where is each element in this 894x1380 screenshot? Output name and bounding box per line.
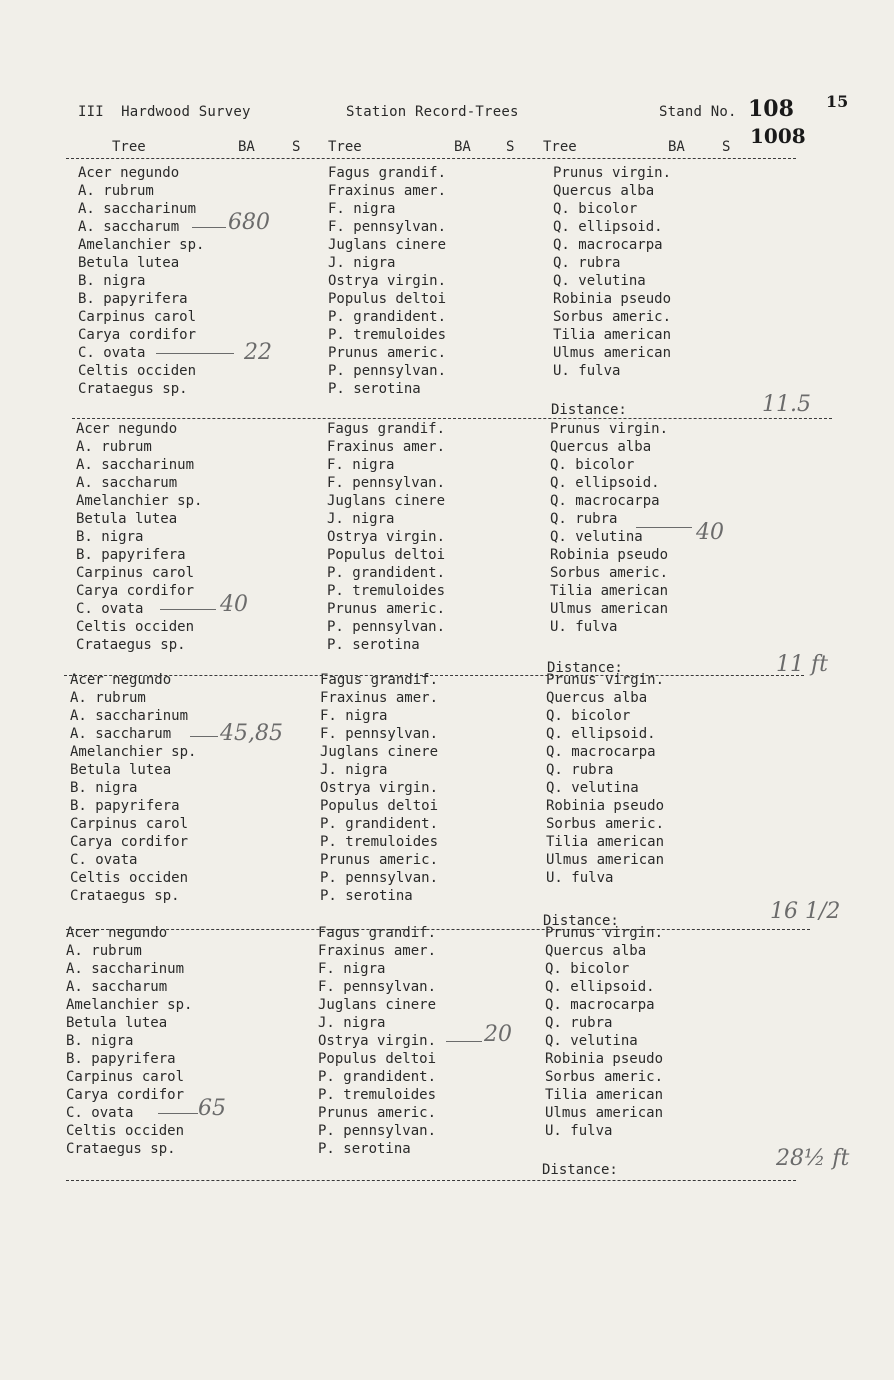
handwritten-ba-value: 40	[696, 520, 724, 545]
species-item: Amelanchier sp.	[78, 237, 205, 253]
species-item: U. fulva	[553, 363, 621, 379]
species-item: Q. velutina	[550, 529, 643, 545]
species-item: A. saccharinum	[76, 457, 195, 473]
species-item: Ulmus american	[546, 852, 665, 868]
species-item: F. pennsylvan.	[320, 726, 439, 742]
species-item: Amelanchier sp.	[70, 744, 197, 760]
species-item: Robinia pseudo	[546, 798, 665, 814]
col1-header-tree: Tree	[112, 139, 146, 155]
species-item: A. rubrum	[78, 183, 154, 199]
species-item: Carpinus carol	[78, 309, 197, 325]
annotation-tick	[158, 1113, 198, 1114]
handwritten-ba-value: 22	[244, 340, 272, 365]
species-item: Fraxinus amer.	[320, 690, 439, 706]
species-item: Acer negundo	[66, 925, 168, 941]
species-column-2	[327, 420, 445, 654]
handwritten-ba-value: 40	[220, 592, 248, 617]
species-item: Ulmus american	[550, 601, 669, 617]
species-item: B. nigra	[76, 529, 144, 545]
species-item: F. pennsylvan.	[318, 979, 437, 995]
species-item: A. saccharinum	[70, 708, 189, 724]
species-item: A. rubrum	[66, 943, 142, 959]
species-item: Fagus grandif.	[318, 925, 437, 941]
species-item: B. papyrifera	[66, 1051, 176, 1067]
species-item: P. grandident.	[320, 816, 439, 832]
species-item: P. serotina	[318, 1141, 411, 1157]
annotation-tick	[156, 353, 234, 354]
species-item: A. rubrum	[70, 690, 146, 706]
species-item: Fagus grandif.	[320, 672, 439, 688]
species-column-3	[553, 164, 671, 380]
species-item: Acer negundo	[70, 672, 172, 688]
species-item: F. nigra	[328, 201, 396, 217]
species-item: Tilia american	[550, 583, 669, 599]
species-item: Celtis occiden	[66, 1123, 185, 1139]
annotation-tick	[160, 609, 216, 610]
header-rule	[66, 158, 796, 159]
species-item: C. ovata	[76, 601, 144, 617]
species-item: B. papyrifera	[78, 291, 188, 307]
species-item: Populus deltoi	[328, 291, 447, 307]
col3-header-ba: BA	[668, 139, 685, 155]
species-item: B. nigra	[70, 780, 138, 796]
species-item: P. tremuloides	[318, 1087, 437, 1103]
stand-label: Stand No.	[659, 104, 737, 120]
species-item: P. serotina	[327, 637, 420, 653]
species-item: P. pennsylvan.	[318, 1123, 437, 1139]
handwritten-distance: 16 1/2	[770, 899, 841, 924]
species-item: Amelanchier sp.	[66, 997, 193, 1013]
species-item: Juglans cinere	[328, 237, 447, 253]
species-item: Betula lutea	[66, 1015, 168, 1031]
species-item: A. saccharinum	[78, 201, 197, 217]
species-item: Crataegus sp.	[78, 381, 188, 397]
species-item: F. pennsylvan.	[328, 219, 447, 235]
species-item: A. saccharum	[76, 475, 178, 491]
species-item: Tilia american	[545, 1087, 664, 1103]
species-item: Amelanchier sp.	[76, 493, 203, 509]
species-item: F. nigra	[318, 961, 386, 977]
species-item: Q. rubra	[546, 762, 614, 778]
species-item: Fraxinus amer.	[328, 183, 447, 199]
species-item: Q. bicolor	[546, 708, 631, 724]
species-item: Q. macrocarpa	[550, 493, 660, 509]
species-item: Juglans cinere	[327, 493, 446, 509]
species-item: P. tremuloides	[328, 327, 447, 343]
species-item: Robinia pseudo	[550, 547, 669, 563]
species-column-1	[76, 420, 202, 654]
species-item: Sorbus americ.	[550, 565, 669, 581]
species-item: B. nigra	[66, 1033, 134, 1049]
species-item: Carpinus carol	[70, 816, 189, 832]
species-item: Tilia american	[546, 834, 665, 850]
species-item: F. nigra	[327, 457, 395, 473]
distance-label: Distance:	[543, 913, 619, 929]
species-item: Prunus americ.	[328, 345, 447, 361]
species-item: Crataegus sp.	[70, 888, 180, 904]
species-item: Carya cordifor	[76, 583, 195, 599]
species-item: Acer negundo	[76, 421, 178, 437]
species-item: U. fulva	[550, 619, 618, 635]
species-item: Q. ellipsoid.	[546, 726, 656, 742]
annotation-tick	[192, 227, 226, 228]
species-item: Prunus virgin.	[553, 165, 672, 181]
species-item: Populus deltoi	[320, 798, 439, 814]
species-item: J. nigra	[318, 1015, 386, 1031]
species-item: Prunus virgin.	[546, 672, 665, 688]
col2-header-s: S	[506, 139, 515, 155]
species-item: Betula lutea	[70, 762, 172, 778]
species-item: Prunus americ.	[318, 1105, 437, 1121]
species-item: Carpinus carol	[76, 565, 195, 581]
species-item: Ulmus american	[553, 345, 672, 361]
species-item: Prunus virgin.	[545, 925, 664, 941]
species-item: J. nigra	[320, 762, 388, 778]
species-column-1	[66, 924, 192, 1158]
species-item: Fagus grandif.	[328, 165, 447, 181]
handwritten-ba-value: 65	[198, 1096, 226, 1121]
species-item: Fagus grandif.	[327, 421, 446, 437]
species-item: Populus deltoi	[318, 1051, 437, 1067]
species-item: Ostrya virgin.	[327, 529, 446, 545]
species-item: Ostrya virgin.	[320, 780, 439, 796]
species-item: C. ovata	[66, 1105, 134, 1121]
species-item: P. pennsylvan.	[328, 363, 447, 379]
handwritten-distance: 28½ ft	[776, 1146, 850, 1171]
species-item: A. saccharum	[78, 219, 180, 235]
species-item: Fraxinus amer.	[318, 943, 437, 959]
species-item: A. saccharum	[66, 979, 168, 995]
species-item: Celtis occiden	[76, 619, 195, 635]
col1-header-ba: BA	[238, 139, 255, 155]
species-item: C. ovata	[78, 345, 146, 361]
species-item: Sorbus americ.	[553, 309, 672, 325]
species-item: Sorbus americ.	[546, 816, 665, 832]
species-item: Carya cordifor	[78, 327, 197, 343]
species-item: Crataegus sp.	[76, 637, 186, 653]
species-item: Prunus americ.	[320, 852, 439, 868]
distance-label: Distance:	[547, 660, 623, 676]
species-item: Q. bicolor	[553, 201, 638, 217]
species-item: Quercus alba	[550, 439, 652, 455]
species-column-2	[318, 924, 436, 1158]
species-item: Prunus virgin.	[550, 421, 669, 437]
species-item: P. grandident.	[318, 1069, 437, 1085]
handwritten-ba-value: 45,85	[220, 721, 283, 746]
species-item: Q. velutina	[546, 780, 639, 796]
species-item: C. ovata	[70, 852, 138, 868]
species-item: Prunus americ.	[327, 601, 446, 617]
species-item: P. serotina	[320, 888, 413, 904]
species-item: Quercus alba	[553, 183, 655, 199]
species-item: Acer negundo	[78, 165, 180, 181]
stamp-second: 1008	[750, 124, 806, 148]
species-item: Ostrya virgin.	[318, 1033, 437, 1049]
col3-header-tree: Tree	[543, 139, 577, 155]
species-item: Ostrya virgin.	[328, 273, 447, 289]
species-item: P. tremuloides	[327, 583, 446, 599]
species-item: Q. ellipsoid.	[553, 219, 663, 235]
species-item: Sorbus americ.	[545, 1069, 664, 1085]
species-item: B. papyrifera	[70, 798, 180, 814]
species-item: Betula lutea	[76, 511, 178, 527]
species-item: Carya cordifor	[66, 1087, 185, 1103]
species-item: Celtis occiden	[70, 870, 189, 886]
record-title: Station Record-Trees	[346, 104, 519, 120]
species-item: F. nigra	[320, 708, 388, 724]
distance-label: Distance:	[551, 402, 627, 418]
species-column-2	[320, 671, 438, 905]
species-item: Juglans cinere	[320, 744, 439, 760]
station-divider	[72, 418, 832, 419]
species-item: P. pennsylvan.	[327, 619, 446, 635]
species-item: Crataegus sp.	[66, 1141, 176, 1157]
species-column-2	[328, 164, 446, 398]
bottom-rule	[66, 1180, 796, 1181]
col1-header-s: S	[292, 139, 301, 155]
species-column-1	[78, 164, 204, 398]
species-item: Celtis occiden	[78, 363, 197, 379]
species-item: J. nigra	[327, 511, 395, 527]
col2-header-tree: Tree	[328, 139, 362, 155]
species-item: Q. bicolor	[550, 457, 635, 473]
handwritten-distance: 11.5	[762, 392, 811, 417]
species-item: Q. macrocarpa	[545, 997, 655, 1013]
species-item: B. nigra	[78, 273, 146, 289]
stamp-corner: 15	[826, 92, 849, 111]
handwritten-ba-value: 680	[228, 210, 270, 235]
species-item: Tilia american	[553, 327, 672, 343]
species-item: Ulmus american	[545, 1105, 664, 1121]
species-item: Q. bicolor	[545, 961, 630, 977]
species-item: Q. rubra	[550, 511, 618, 527]
annotation-tick	[446, 1041, 482, 1042]
species-item: Carpinus carol	[66, 1069, 185, 1085]
col2-header-ba: BA	[454, 139, 471, 155]
col3-header-s: S	[722, 139, 731, 155]
species-item: F. pennsylvan.	[327, 475, 446, 491]
species-item: Carya cordifor	[70, 834, 189, 850]
species-item: A. saccharum	[70, 726, 172, 742]
species-item: Robinia pseudo	[553, 291, 672, 307]
species-item: P. pennsylvan.	[320, 870, 439, 886]
species-column-3	[546, 671, 664, 887]
species-item: U. fulva	[545, 1123, 613, 1139]
species-column-1	[70, 671, 196, 905]
species-column-3	[550, 420, 668, 636]
species-item: Q. macrocarpa	[553, 237, 663, 253]
survey-title: III Hardwood Survey	[78, 104, 251, 120]
handwritten-ba-value: 20	[484, 1022, 512, 1047]
species-item: Populus deltoi	[327, 547, 446, 563]
species-item: U. fulva	[546, 870, 614, 886]
species-item: Betula lutea	[78, 255, 180, 271]
distance-label: Distance:	[542, 1162, 618, 1178]
species-item: J. nigra	[328, 255, 396, 271]
species-item: Q. velutina	[545, 1033, 638, 1049]
species-item: Q. ellipsoid.	[550, 475, 660, 491]
species-item: P. serotina	[328, 381, 421, 397]
species-item: Q. ellipsoid.	[545, 979, 655, 995]
species-item: P. tremuloides	[320, 834, 439, 850]
species-item: Juglans cinere	[318, 997, 437, 1013]
annotation-tick	[190, 736, 218, 737]
species-column-3	[545, 924, 663, 1140]
species-item: A. rubrum	[76, 439, 152, 455]
species-item: P. grandident.	[327, 565, 446, 581]
handwritten-distance: 11 ft	[776, 652, 828, 677]
stand-number: 108	[748, 96, 794, 122]
species-item: Q. macrocarpa	[546, 744, 656, 760]
species-item: B. papyrifera	[76, 547, 186, 563]
species-item: P. grandident.	[328, 309, 447, 325]
species-item: Quercus alba	[545, 943, 647, 959]
species-item: Fraxinus amer.	[327, 439, 446, 455]
annotation-tick	[636, 527, 692, 528]
species-item: Q. rubra	[545, 1015, 613, 1031]
species-item: Q. velutina	[553, 273, 646, 289]
species-item: Q. rubra	[553, 255, 621, 271]
species-item: A. saccharinum	[66, 961, 185, 977]
species-item: Quercus alba	[546, 690, 648, 706]
species-item: Robinia pseudo	[545, 1051, 664, 1067]
